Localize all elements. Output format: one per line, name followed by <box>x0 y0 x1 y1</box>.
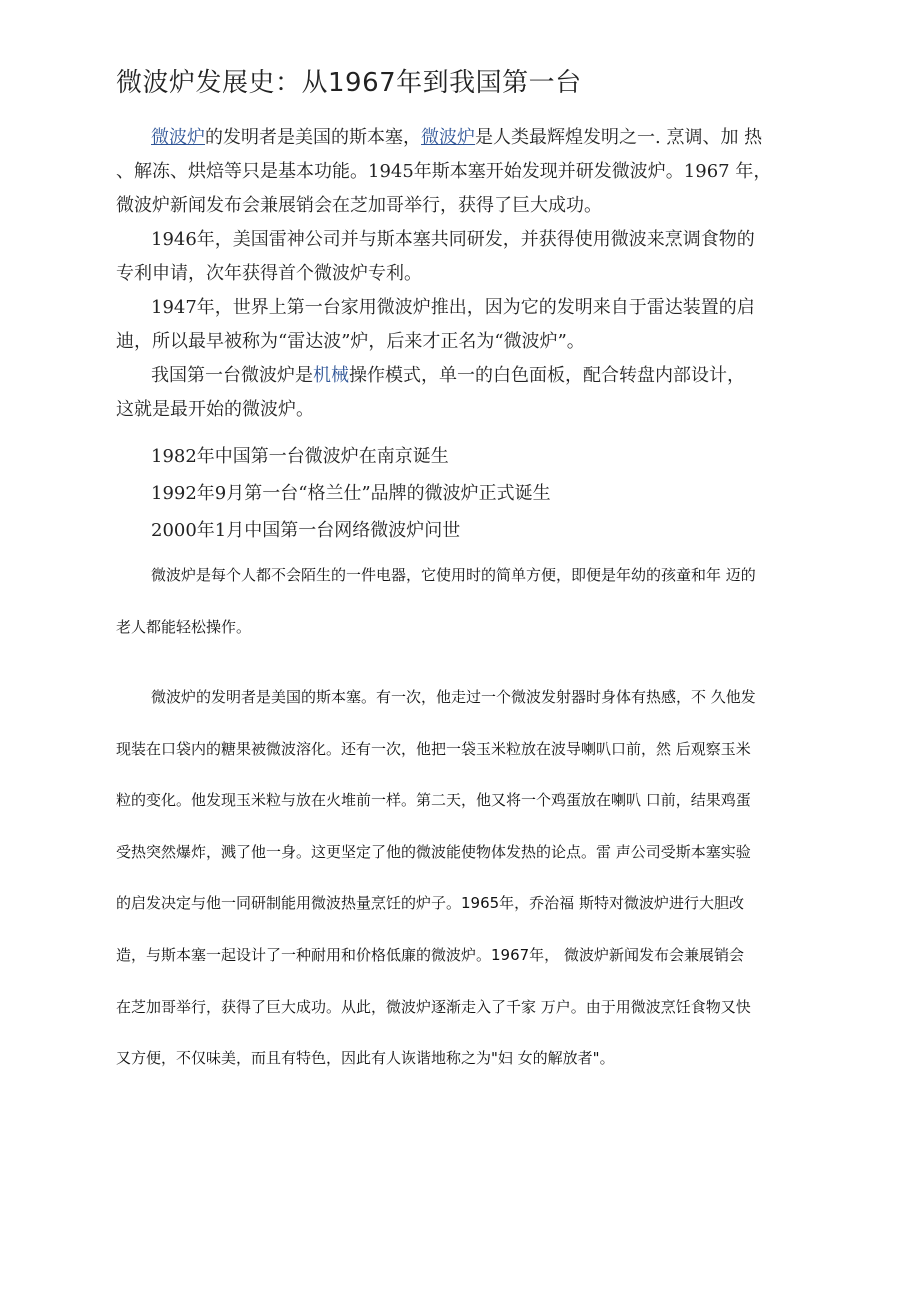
text-line: 粒的变化。他发现玉米粒与放在火堆前一样。第二天，他又将一个鸡蛋放在喇叭 口前，结果鸡蛋 <box>116 791 751 810</box>
text-line: 的启发决定与他一同研制能用微波热量烹饪的炉子。1965年，乔治福 斯特对微波炉进行大胆改 <box>116 894 744 913</box>
paragraph-2 <box>116 223 806 291</box>
intro-section <box>116 121 806 427</box>
text-span: 操作模式，单一的白色面板，配合转盘内部设计， <box>349 365 745 386</box>
text-span: 是人类最辉煌发明之一. 烹调、加 热 <box>475 127 763 148</box>
text-line: 微波炉是每个人都不会陌生的一件电器，它使用时的简单方便，即便是年幼的孩童和年 迈的 <box>151 566 756 584</box>
text-line: 专利申请，次年获得首个微波炉专利。 <box>116 263 422 284</box>
text-span: 我国第一台微波炉是 <box>151 365 313 386</box>
milestones-list <box>116 438 806 549</box>
milestone-item: 2000年1月中国第一台网络微波炉问世 <box>151 520 461 541</box>
text-line: 迪，所以最早被称为“雷达波”炉，后来才正名为“微波炉”。 <box>116 331 585 352</box>
mechanical-link[interactable]: 机械 <box>313 365 349 386</box>
microwave-link[interactable]: 微波炉 <box>151 127 205 148</box>
paragraph-4 <box>116 359 806 427</box>
paragraph-3 <box>116 291 806 359</box>
milestone-item: 1992年9月第一台“格兰仕”品牌的微波炉正式诞生 <box>151 483 551 504</box>
text-line <box>116 359 806 393</box>
text-line: 受热突然爆炸，溅了他一身。这更坚定了他的微波能使物体发热的论点。雷 声公司受斯本塞实验 <box>116 842 751 861</box>
paragraph-1 <box>116 121 806 223</box>
page-title: 微波炉发展史：从1967年到我国第一台 <box>116 68 582 98</box>
text-line: 微波炉新闻发布会兼展销会在芝加哥举行，获得了巨大成功。 <box>116 195 602 216</box>
text-line: 造，与斯本塞一起设计了一种耐用和价格低廉的微波炉。1967年， 微波炉新闻发布会兼展销会 <box>116 945 744 964</box>
microwave-link[interactable]: 微波炉 <box>421 127 475 148</box>
text-line: 老人都能轻松操作。 <box>116 617 252 636</box>
text-line: 这就是最开始的微波炉。 <box>116 399 314 420</box>
text-line: 现装在口袋内的糖果被微波溶化。还有一次，他把一袋玉米粒放在波导喇叭口前，然 后观察玉米 <box>116 739 751 758</box>
sans-paragraph-2 <box>116 672 806 1085</box>
text-span: 的发明者是美国的斯本塞， <box>205 127 421 148</box>
sans-paragraph-1 <box>116 550 806 653</box>
text-line: 1946年，美国雷神公司并与斯本塞共同研发，并获得使用微波来烹调食物的 <box>151 229 755 250</box>
text-line <box>116 121 806 155</box>
milestone-item: 1982年中国第一台微波炉在南京诞生 <box>151 446 449 467</box>
text-line: 1947年，世界上第一台家用微波炉推出，因为它的发明来自于雷达装置的启 <box>151 297 755 318</box>
text-line: 又方便，不仅味美，而且有特色，因此有人诙谐地称之为"妇 女的解放者"。 <box>116 1049 615 1068</box>
text-line: 在芝加哥举行，获得了巨大成功。从此，微波炉逐渐走入了千家 万户。由于用微波烹饪食物又快 <box>116 997 751 1016</box>
text-line: 微波炉的发明者是美国的斯本塞。有一次，他走过一个微波发射器时身体有热感，不 久他发 <box>151 688 756 706</box>
text-line: 、解冻、烘焙等只是基本功能。1945年斯本塞开始发现并研发微波炉。1967 年， <box>116 161 772 182</box>
